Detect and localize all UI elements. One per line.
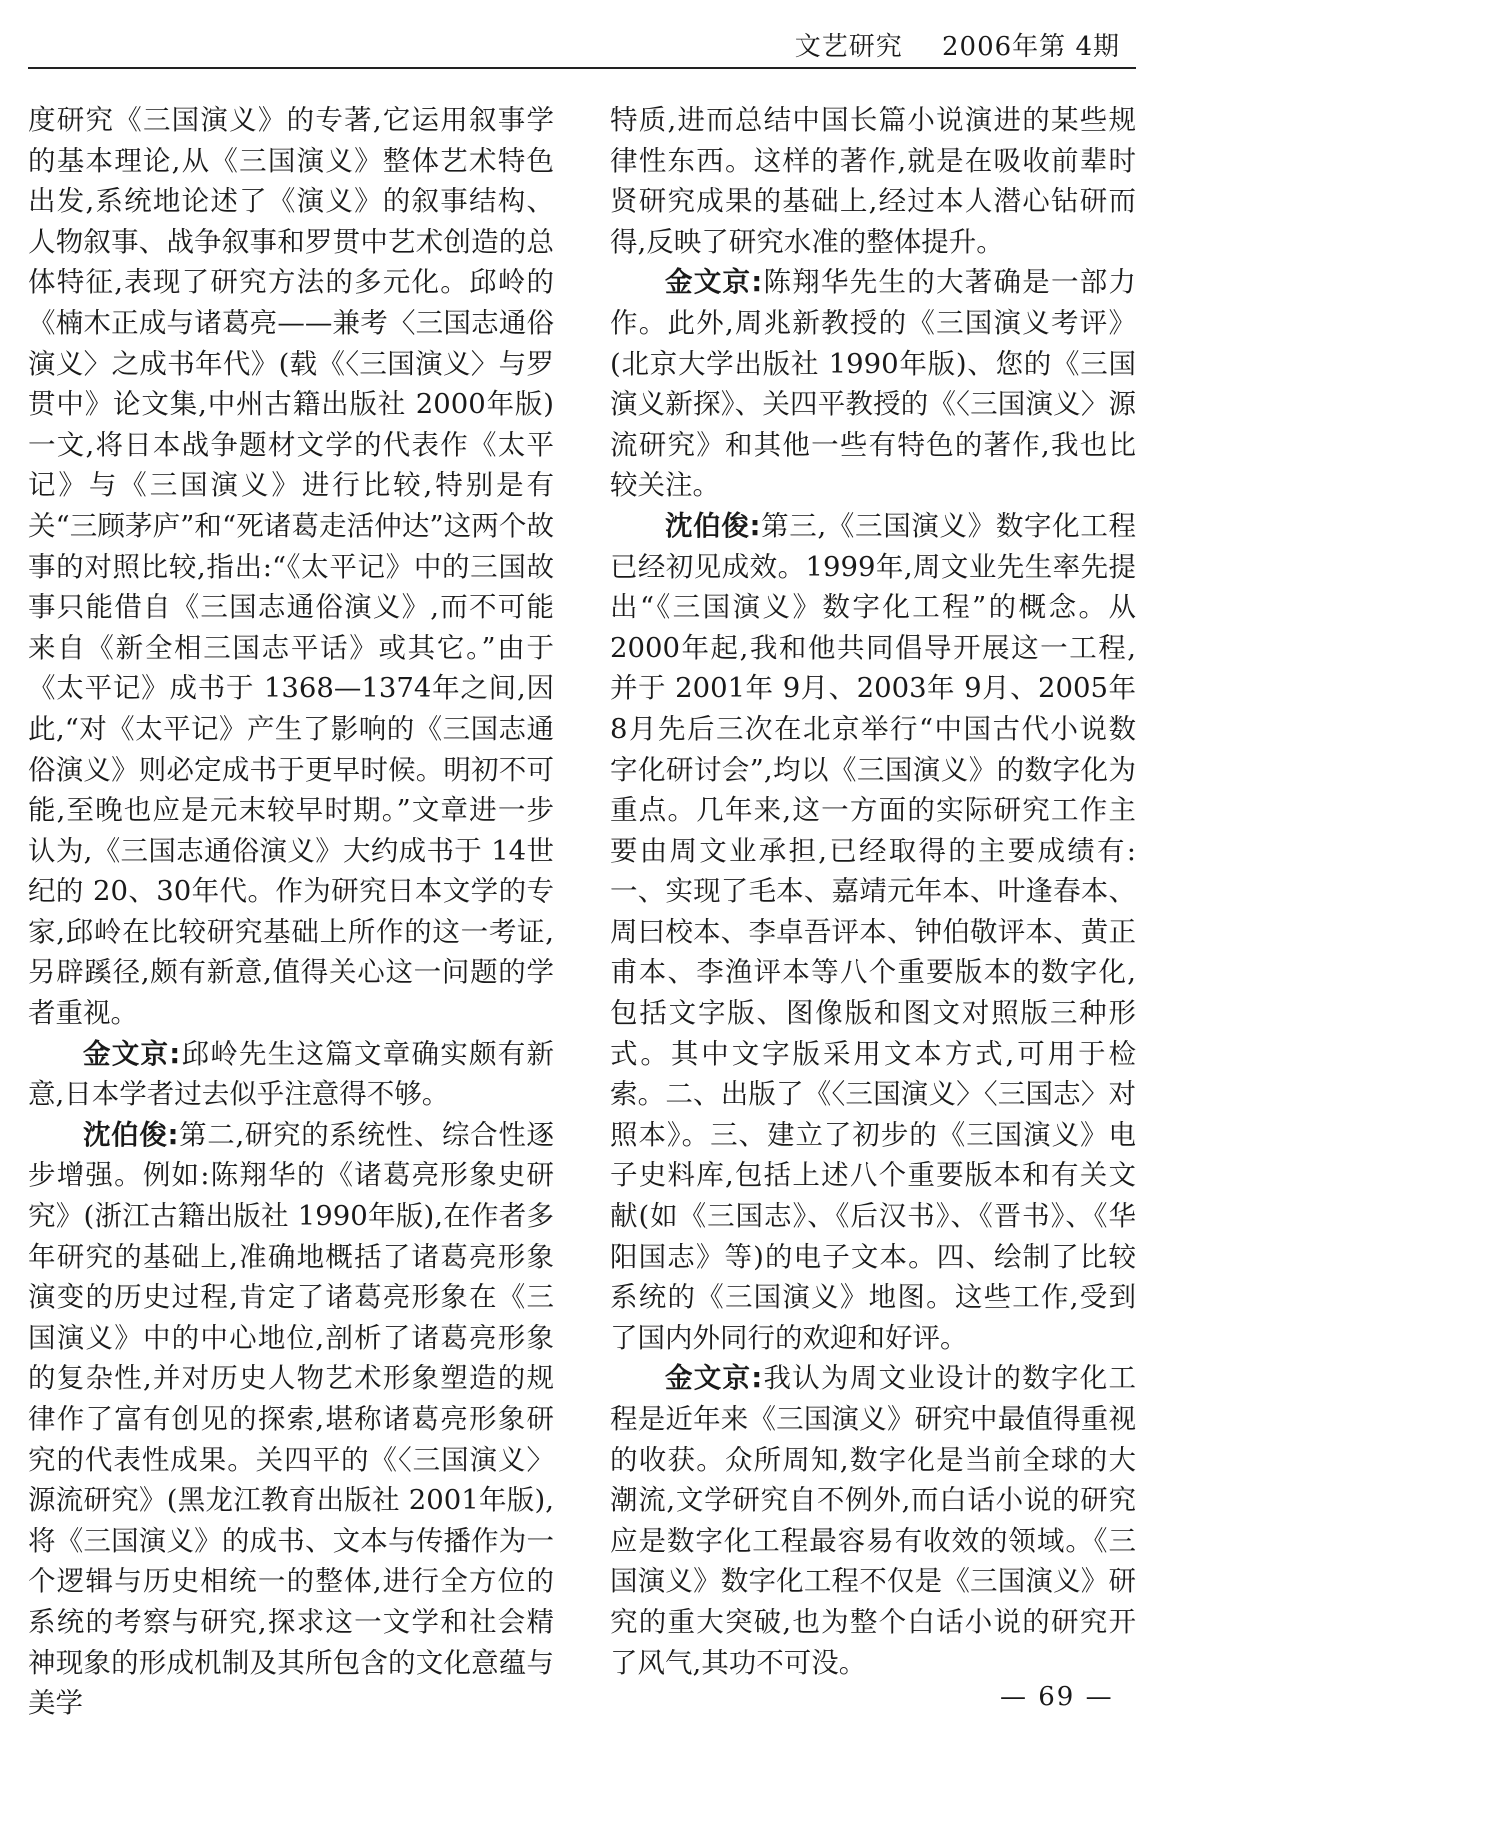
right-column	[610, 100, 1136, 1683]
running-head	[0, 26, 1120, 63]
speaker-name: 金文京:	[665, 266, 763, 299]
header-rule	[28, 67, 1136, 69]
left-column	[28, 100, 554, 1724]
paragraph	[610, 506, 1136, 1358]
paragraph-text: 特质,进而总结中国长篇小说演进的某些规律性东西。这样的著作,就是在吸收前辈时贤研究成果的基础上,经过本人潜心钻研而得,反映了研究水准的整体提升。	[610, 104, 1136, 258]
page-number: — 69 —	[1000, 1682, 1114, 1712]
paragraph-text: 邱岭先生这篇文章确实颇有新意,日本学者过去似乎注意得不够。	[28, 1037, 554, 1111]
speaker-name: 沈伯俊:	[83, 1118, 179, 1151]
paragraph-text: 陈翔华先生的大著确是一部力作。此外,周兆新教授的《三国演义考评》(北京大学出版社 1990年版)、您的《三国演义新探》、关四平教授的《〈三国演义〉源流研究》和其他一些有特色的著作,我也比较关注。	[610, 266, 1136, 502]
speaker-name: 沈伯俊:	[665, 509, 761, 542]
journal-title: 文艺研究	[794, 32, 903, 62]
paragraph-text: 度研究《三国演义》的专著,它运用叙事学的基本理论,从《三国演义》整体艺术特色出发,系统地论述了《演义》的叙事结构、人物叙事、战争叙事和罗贯中艺术创造的总体特征,表现了研究方法的多元化。邱岭的《楠木正成与诸葛亮——兼考〈三国志通俗演义〉之成书年代》(载《〈三国演义〉与罗贯中》论文集,中州古籍出版社 2000年版)一文,将日本战争题材文学的代表作《太平记》与《三国演义》进行比较,特别是有关“三顾茅庐”和“死诸葛走活仲达”这两个故事的对照比较,指出:“《太平记》中的三国故事只能借自《三国志通俗演义》,而不可能来自《新全相三国志平话》或其它。”由于《太平记》成书于 1368—1374年之间,因此,“对《太平记》产生了影响的《三国志通俗演义》则必定成书于更早时候。明初不可能,至晚也应是元末较早时期。”文章进一步认为,《三国志通俗演义》大约成书于 14世纪的 20、30年代。作为研究日本文学的专家,邱岭在比较研究基础上所作的这一考证,另辟蹊径,颇有新意,值得关心这一问题的学者重视。	[28, 104, 554, 1030]
issue-label: 2006年第 4期	[942, 32, 1120, 62]
paragraph	[610, 262, 1136, 506]
paragraph-text: 第二,研究的系统性、综合性逐步增强。例如:陈翔华的《诸葛亮形象史研究》(浙江古籍出版社 1990年版),在作者多年研究的基础上,准确地概括了诸葛亮形象演变的历史过程,肯定了诸葛亮形象在《三国演义》中的中心地位,剖析了诸葛亮形象的复杂性,并对历史人物艺术形象塑造的规律作了富有创见的探索,堪称诸葛亮形象研究的代表性成果。关四平的《〈三国演义〉源流研究》(黑龙江教育出版社 2001年版),将《三国演义》的成书、文本与传播作为一个逻辑与历史相统一的整体,进行全方位的系统的考察与研究,探求这一文学和社会精神现象的形成机制及其所包含的文化意蕴与美学	[28, 1118, 554, 1720]
speaker-name: 金文京:	[83, 1037, 181, 1070]
paragraph	[610, 100, 1136, 262]
paragraph	[610, 1358, 1136, 1683]
paragraph-text: 我认为周文业设计的数字化工程是近年来《三国演义》研究中最值得重视的收获。众所周知,数字化是当前全球的大潮流,文学研究自不例外,而白话小说的研究应是数字化工程最容易有收效的领域。《三国演义》数字化工程不仅是《三国演义》研究的重大突破,也为整个白话小说的研究开了风气,其功不可没。	[610, 1362, 1136, 1679]
paragraph	[28, 1034, 554, 1115]
paragraph	[28, 100, 554, 1034]
paragraph-text: 第三,《三国演义》数字化工程已经初见成效。1999年,周文业先生率先提出“《三国演义》数字化工程”的概念。从 2000年起,我和他共同倡导开展这一工程,并于 2001年 9月、2003年 9月、2005年 8月先后三次在北京举行“中国古代小说数字化研讨会”,均以《三国演义》的数字化为重点。几年来,这一方面的实际研究工作主要由周文业承担,已经取得的主要成绩有:一、实现了毛本、嘉靖元年本、叶逢春本、周曰校本、李卓吾评本、钟伯敬评本、黄正甫本、李渔评本等八个重要版本的数字化,包括文字版、图像版和图文对照版三种形式。其中文字版采用文本方式,可用于检索。二、出版了《〈三国演义〉〈三国志〉对照本》。三、建立了初步的《三国演义》电子史料库,包括上述八个重要版本和有关文献(如《三国志》、《后汉书》、《晋书》、《华阳国志》等)的电子文本。四、绘制了比较系统的《三国演义》地图。这些工作,受到了国内外同行的欢迎和好评。	[610, 509, 1136, 1354]
speaker-name: 金文京:	[665, 1362, 763, 1395]
paragraph	[28, 1115, 554, 1724]
